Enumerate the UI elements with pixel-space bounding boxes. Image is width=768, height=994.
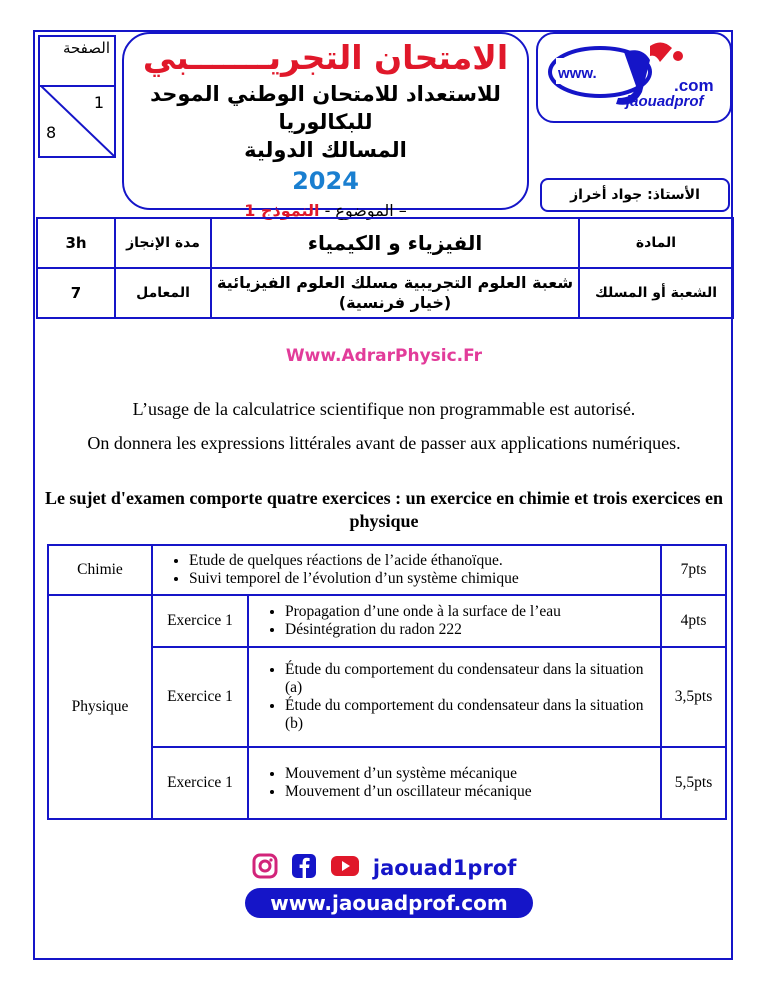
exercise-topics bbox=[248, 647, 661, 747]
model-label: النموذج 1 bbox=[244, 201, 320, 220]
duration-value: 3h bbox=[37, 218, 115, 268]
list-item: • Mouvement d’un système mécanique bbox=[285, 765, 660, 783]
site-link[interactable]: Www.AdrarPhysic.Fr bbox=[285, 346, 483, 366]
coefficient-value: 7 bbox=[37, 268, 115, 318]
page-total: 8 bbox=[46, 123, 57, 142]
page-number-box bbox=[38, 35, 116, 158]
list-item: • Mouvement d’un oscillateur mécanique bbox=[285, 783, 660, 801]
chimie-label: Chimie bbox=[48, 545, 152, 595]
exam-year: 2024 bbox=[292, 167, 359, 195]
exercise-label: Exercice 1 bbox=[152, 747, 248, 819]
youtube-icon[interactable] bbox=[330, 855, 360, 881]
instagram-icon[interactable] bbox=[252, 853, 278, 883]
list-item: • Propagation d’une onde à la surface de l’eau bbox=[285, 603, 660, 621]
logo-www: www. bbox=[558, 65, 597, 82]
subject-label: المادة bbox=[579, 218, 733, 268]
professor-name: الأستاذ: جواد أخراز bbox=[540, 178, 730, 212]
list-item: • Etude de quelques réactions de l’acide éthanoïque. bbox=[189, 552, 660, 570]
instruction-calculator: L’usage de la calculatrice scientifique non programmable est autorisé. bbox=[132, 399, 636, 419]
exercises-table bbox=[47, 544, 727, 820]
list-item: • Suivi temporel de l’évolution d’un système chimique bbox=[189, 570, 660, 588]
social-row bbox=[0, 853, 768, 883]
exercise-label: Exercice 1 bbox=[152, 647, 248, 747]
info-table bbox=[36, 217, 734, 319]
duration-label: مدة الإنجاز bbox=[115, 218, 211, 268]
chimie-topics bbox=[152, 545, 661, 595]
chimie-points: 7pts bbox=[661, 545, 726, 595]
exam-title: الامتحان التجريـــــــبي bbox=[142, 38, 509, 77]
exercise-topics bbox=[248, 595, 661, 647]
exam-summary: Le sujet d'examen comporte quatre exercices : un exercice en chimie et trois exercices en physique bbox=[44, 488, 724, 531]
coefficient-label: المعامل bbox=[115, 268, 211, 318]
page-current: 1 bbox=[93, 93, 104, 112]
jaouadprof-logo bbox=[538, 34, 730, 121]
physique-label: Physique bbox=[48, 595, 152, 819]
social-handle[interactable]: jaouad1prof bbox=[372, 856, 517, 880]
stream-label: الشعبة أو المسلك bbox=[579, 268, 733, 318]
exercise-label: Exercice 1 bbox=[152, 595, 248, 647]
logo-com: .com bbox=[674, 76, 714, 95]
subject-prefix: – الموضوع - bbox=[324, 201, 407, 220]
title-box bbox=[122, 32, 529, 220]
logo-name: jaouadprof bbox=[626, 93, 704, 110]
subject-value: الفيزياء و الكيمياء bbox=[211, 218, 579, 268]
exercise-points: 4pts bbox=[661, 595, 726, 647]
exam-subtitle-2: المسالك الدولية bbox=[244, 138, 407, 162]
website-link[interactable]: www.jaouadprof.com bbox=[245, 888, 533, 918]
logo-box bbox=[536, 32, 732, 123]
exercise-topics bbox=[248, 747, 661, 819]
exercise-points: 5,5pts bbox=[661, 747, 726, 819]
stream-value: شعبة العلوم التجريبية مسلك العلوم الفيزيائية (خيار فرنسية) bbox=[211, 268, 579, 318]
list-item: • Désintégration du radon 222 bbox=[285, 621, 660, 639]
instruction-expressions: On donnera les expressions littérales avant de passer aux applications numériques. bbox=[87, 433, 681, 453]
page-label: الصفحة bbox=[62, 39, 110, 57]
exam-subtitle-1: للاستعداد للامتحان الوطني الموحد للبكالوريا bbox=[150, 82, 501, 134]
exercise-points: 3,5pts bbox=[661, 647, 726, 747]
list-item: • Étude du comportement du condensateur dans la situation (a) bbox=[285, 661, 660, 697]
list-item: • Étude du comportement du condensateur dans la situation (b) bbox=[285, 697, 660, 733]
facebook-icon[interactable] bbox=[291, 853, 317, 883]
